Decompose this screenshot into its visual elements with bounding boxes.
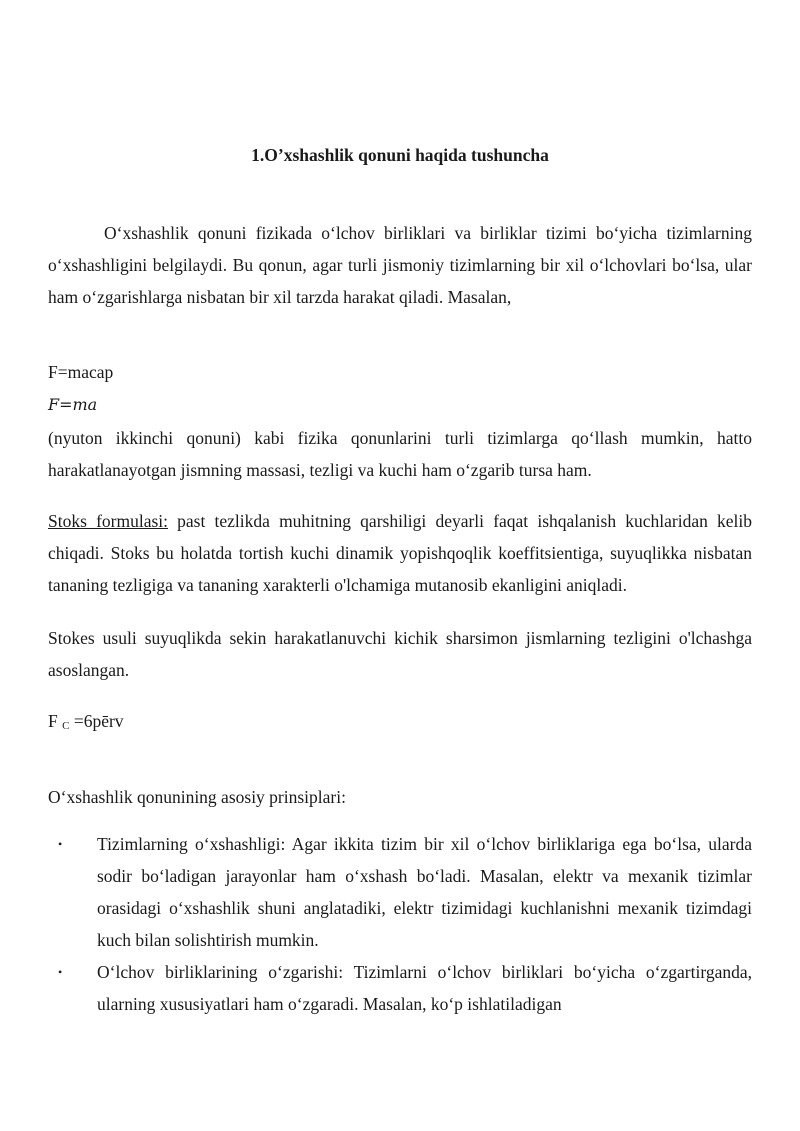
principles-heading: O‘xshashlik qonunining asosiy prinsiplari: bbox=[48, 787, 346, 807]
intro-paragraph: O‘xshashlik qonuni fizikada o‘lchov birliklari va birliklar tizimi bo‘yicha tizimlarning o‘xshashligini belgilaydi. Bu qonun, agar turli jismoniy tizimlarning bir xil o‘lchovlari bo‘lsa, ular ham o‘zgarishlarga nisbatan bir xil tarzda harakat qiladi. Masalan, bbox=[48, 223, 752, 307]
stokes-method-paragraph: Stokes usuli suyuqlikda sekin harakatlanuvchi kichik sharsimon jismlarning tezligini o'lchashga asoslangan. bbox=[48, 628, 752, 680]
stokes-formula-prefix: F bbox=[48, 711, 63, 731]
stokes-paragraph-text: past tezlikda muhitning qarshiligi deyarli faqat ishqalanish kuchlaridan kelib chiqadi. Stoks bu holatda tortish kuchi dinamik yopishqoqlik koeffitsientiga, suyuqlikka nisbatan tananing tezligiga va tananing xarakterli o'lchamiga mutanosib ekanligini aniqladi. bbox=[48, 511, 752, 595]
stokes-formula-subscript: C bbox=[62, 720, 70, 732]
formula-plain: F=macap bbox=[48, 362, 114, 382]
list-item bbox=[48, 956, 752, 1020]
list-item bbox=[48, 828, 752, 956]
formula-italic: F=ma bbox=[48, 395, 98, 414]
newton-paragraph: (nyuton ikkinchi qonuni) kabi fizika qonunlarini turli tizimlarga qo‘llash mumkin, hatto harakatlanayotgan jismning massasi, tezligi va kuchi ham o‘zgarib tursa ham. bbox=[48, 428, 752, 480]
bullet-icon: • bbox=[58, 965, 63, 979]
list-item-text: O‘lchov birliklarining o‘zgarishi: Tizimlarni o‘lchov birliklari bo‘yicha o‘zgartirganda, ularning xususiyatlari ham o‘zgaradi. Masalan, ko‘p ishlatiladigan bbox=[97, 962, 752, 1014]
bullet-icon: • bbox=[58, 837, 63, 851]
stokes-formula-rest: =6pērv bbox=[69, 711, 124, 731]
stokes-paragraph bbox=[48, 505, 752, 601]
stokes-formula-label: Stoks formulasi: bbox=[48, 511, 168, 531]
page-title: 1.O’xshashlik qonuni haqida tushuncha bbox=[251, 145, 549, 165]
principles-list bbox=[48, 828, 752, 1020]
list-item-text: Tizimlarning o‘xshashligi: Agar ikkita tizim bir xil o‘lchov birliklariga ega bo‘lsa, ularda sodir bo‘ladigan jarayonlar ham o‘xshash bo‘ladi. Masalan, elektr va mexanik tizimlar orasidagi o‘xshashlik shuni anglatadiki, elektr tizimidagi kuchlanishni mexanik tizimdagi kuch bilan solishtirish mumkin. bbox=[97, 834, 752, 950]
stokes-formula bbox=[48, 705, 124, 742]
